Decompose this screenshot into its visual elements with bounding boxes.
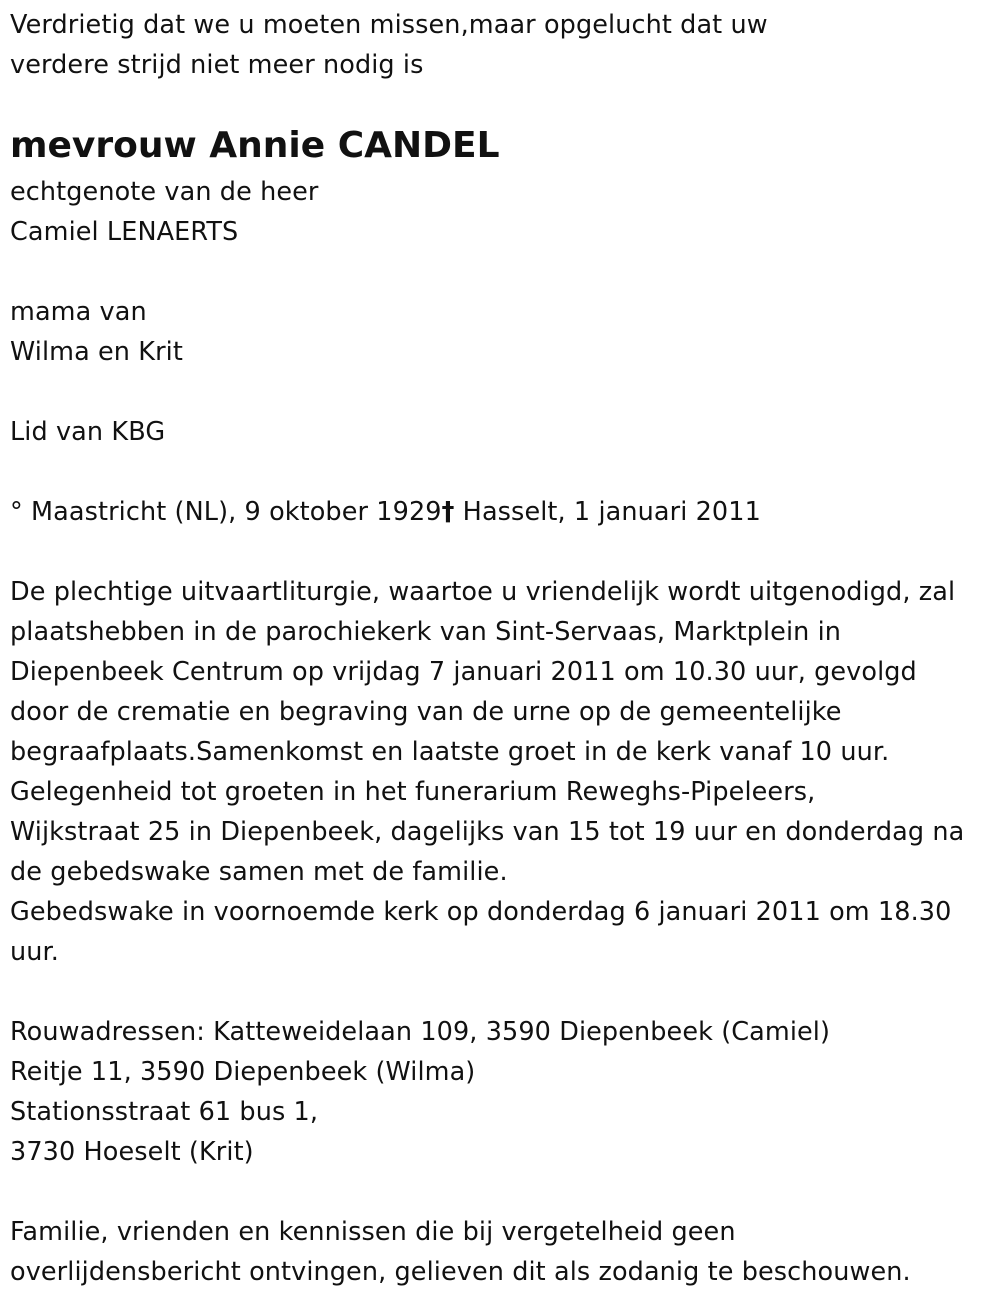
funeral-line-3: Diepenbeek Centrum op vrijdag 7 januari 2011 om 10.30 uur, gevolgd: [10, 657, 917, 687]
funeral-line-9: Gebedswake in voornoemde kerk op donderdag 6 januari 2011 om 18.30: [10, 897, 952, 927]
address-line-3: Stationsstraat 61 bus 1,: [10, 1097, 319, 1127]
address-line-4: 3730 Hoeselt (Krit): [10, 1137, 254, 1167]
closing-line-2: overlijdensbericht ontvingen, gelieven dit als zodanig te beschouwen.: [10, 1257, 911, 1287]
funeral-line-4: door de crematie en begraving van de urne op de gemeentelijke: [10, 697, 842, 727]
funeral-line-5: begraafplaats.Samenkomst en laatste groet in de kerk vanaf 10 uur.: [10, 737, 890, 767]
funeral-line-8: de gebedswake samen met de familie.: [10, 857, 508, 887]
funeral-line-1: De plechtige uitvaartliturgie, waartoe u vriendelijk wordt uitgenodigd, zal: [10, 577, 956, 607]
membership-line: Lid van KBG: [10, 417, 166, 447]
cross-icon: †: [441, 497, 455, 527]
spouse-line-1: echtgenote van de heer: [10, 177, 319, 207]
funeral-line-2: plaatshebben in de parochiekerk van Sint-Servaas, Marktplein in: [10, 617, 842, 647]
birth-info: ° Maastricht (NL), 9 oktober 1929: [10, 497, 442, 527]
funeral-line-6: Gelegenheid tot groeten in het funerarium Reweghs-Pipeleers,: [10, 777, 816, 807]
funeral-line-10: uur.: [10, 937, 59, 967]
intro-line-2: verdere strijd niet meer nodig is: [10, 50, 424, 80]
funeral-line-7: Wijkstraat 25 in Diepenbeek, dagelijks van 15 tot 19 uur en donderdag na: [10, 817, 965, 847]
deceased-name: mevrouw Annie CANDEL: [10, 125, 500, 166]
address-line-1: Rouwadressen: Katteweidelaan 109, 3590 Diepenbeek (Camiel): [10, 1017, 831, 1047]
intro-line-1: Verdrietig dat we u moeten missen,maar opgelucht dat uw: [10, 10, 768, 40]
death-info: Hasselt, 1 januari 2011: [454, 497, 761, 527]
spouse-line-2: Camiel LENAERTS: [10, 217, 239, 247]
children-line-1: mama van: [10, 297, 147, 327]
dates-line: [10, 492, 761, 532]
address-line-2: Reitje 11, 3590 Diepenbeek (Wilma): [10, 1057, 476, 1087]
closing-line-1: Familie, vrienden en kennissen die bij vergetelheid geen: [10, 1217, 736, 1247]
children-line-2: Wilma en Krit: [10, 337, 183, 367]
